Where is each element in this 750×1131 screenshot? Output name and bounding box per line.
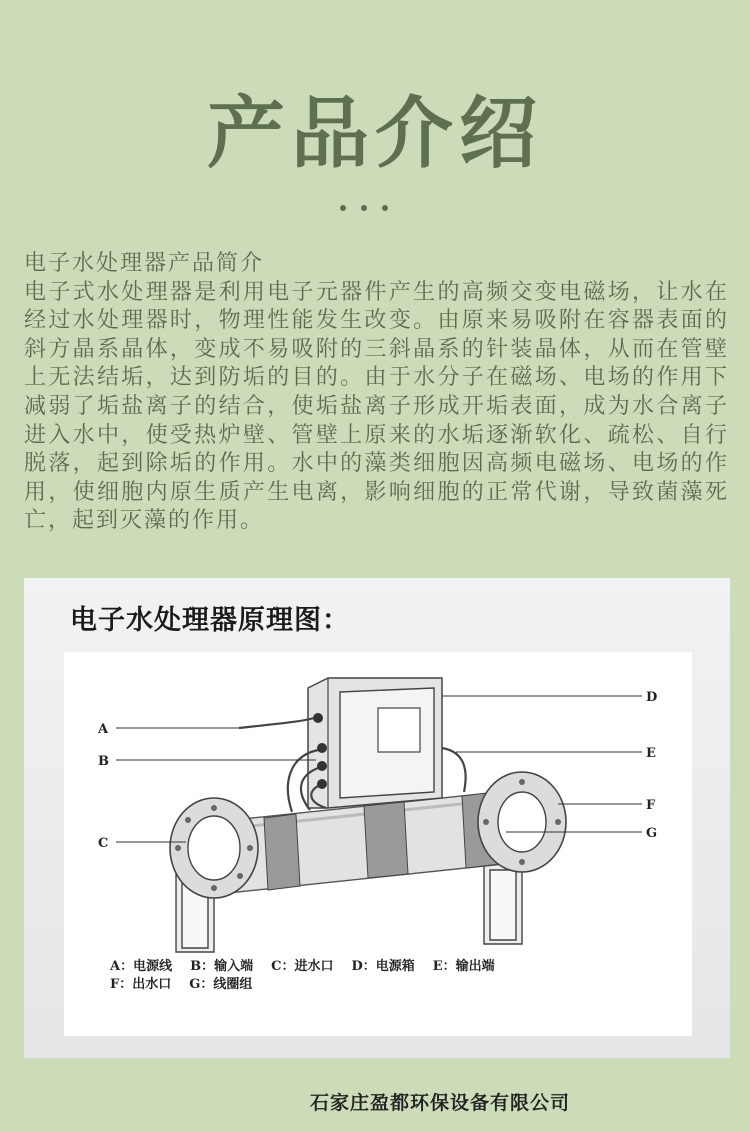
legend-item: F：出水口 xyxy=(110,977,172,992)
diagram-panel xyxy=(24,578,730,1058)
callout-b: B xyxy=(98,754,109,769)
callout-g: G xyxy=(646,826,658,841)
intro-body: 电子式水处理器是利用电子元器件产生的高频交变电磁场，让水在经过水处理器时，物理性能发生改变。由原来易吸附在容器表面的斜方晶系晶体，变成不易吸附的三斜晶系的针装晶体，从而在管壁上无法结垢，达到防垢的目的。由于水分子在磁场、电场的作用下减弱了垢盐离子的结合，使垢盐离子形成开垢表面，成为水合离子进入水中，使受热炉壁、管壁上原来的水垢逐渐软化、疏松、自行脱落，起到除垢的作用。水中的藻类细胞因高频电磁场、电场的作用，使细胞内原生质产生电离，影响细胞的正常代谢，导致菌藻死亡，起到灭藻的作用。 xyxy=(24,279,729,534)
right-flange xyxy=(478,772,566,872)
right-stand xyxy=(484,864,522,944)
diagram-illustration xyxy=(64,652,692,1036)
diagram-title: 电子水处理器原理图： xyxy=(70,605,350,636)
dot xyxy=(340,205,346,211)
intro-heading: 电子水处理器产品简介 xyxy=(24,251,265,276)
decorative-dots xyxy=(340,205,388,213)
legend-item: A：电源线 xyxy=(110,959,173,974)
diagram-legend xyxy=(110,958,513,994)
legend-row-1 xyxy=(110,958,513,976)
callout-a: A xyxy=(98,722,109,737)
legend-item: C：进水口 xyxy=(271,959,334,974)
dot xyxy=(382,205,388,211)
legend-item: E：输出端 xyxy=(432,959,495,974)
product-intro xyxy=(24,250,729,536)
legend-item: G：线圈组 xyxy=(189,977,253,992)
legend-row-2 xyxy=(110,976,513,994)
power-box xyxy=(308,678,442,808)
company-name: 石家庄盈都环保设备有限公司 xyxy=(309,1092,570,1114)
callout-e: E xyxy=(646,746,656,761)
callout-d: D xyxy=(646,690,658,705)
legend-item: B：输入端 xyxy=(190,959,254,974)
callout-c: C xyxy=(98,836,109,851)
dot xyxy=(361,205,367,211)
left-flange xyxy=(170,798,258,898)
legend-item: D：电源箱 xyxy=(351,959,415,974)
page-title: 产品介绍 xyxy=(206,89,543,179)
callout-f: F xyxy=(646,798,656,813)
